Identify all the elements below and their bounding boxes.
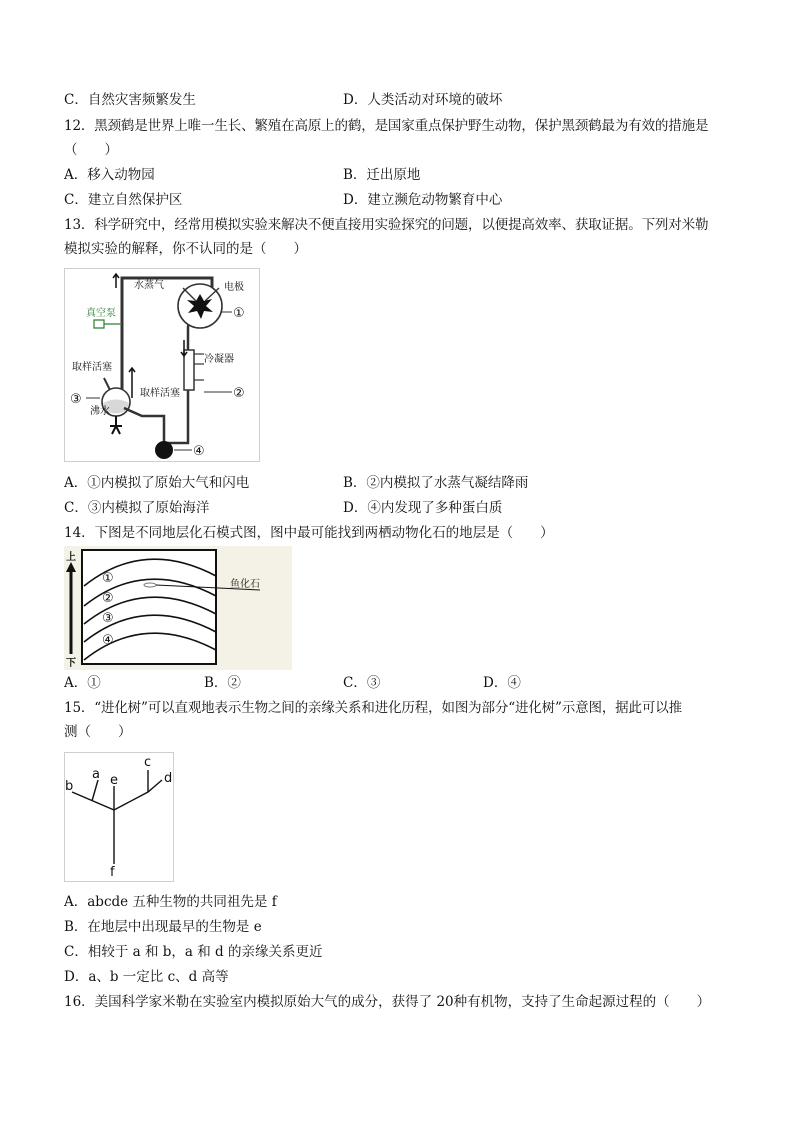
sampling-valve-bottom-label: 取样活塞	[140, 388, 180, 399]
layer-4-label: ④	[102, 633, 114, 648]
marker-4: ④	[193, 444, 205, 459]
q11-option-d: D．人类活动对环境的破坏	[343, 92, 503, 108]
flow-arrow-up	[113, 274, 119, 288]
condenser-label: 冷凝器	[204, 354, 234, 365]
flow-arrow-up-2	[129, 368, 135, 398]
q14-option-a: A．①	[64, 675, 101, 691]
tree-node-a: a	[92, 767, 100, 782]
q14-option-d: D．④	[483, 675, 521, 691]
q14-option-c: C．③	[343, 675, 381, 691]
condenser-jacket	[184, 350, 194, 390]
marker-2: ②	[233, 386, 245, 401]
q13-stem: 13．科学研究中，经常用模拟实验来解决不便直接用实验探究的问题，以便提高效率、获取证据。下列对米勒	[64, 217, 709, 233]
q12-option-a: A．移入动物园	[64, 167, 155, 183]
q15-stem: 15．“进化树”可以直观地表示生物之间的亲缘关系和进化历程，如图为部分“进化树”示意图，据此可以推	[64, 700, 682, 716]
tree-node-b: b	[65, 779, 74, 794]
q12-option-c: C．建立自然保护区	[64, 192, 183, 208]
q12-stem-paren: （ ）	[64, 142, 118, 158]
q15-stem-2: 测（ ）	[64, 724, 132, 740]
sampling-valve-left-label: 取样活塞	[72, 362, 112, 373]
layer-3-label: ③	[102, 611, 114, 626]
q13-stem-2: 模拟实验的解释，你不认同的是（ ）	[64, 241, 307, 257]
q11-option-c: C．自然灾害频繁发生	[64, 92, 196, 108]
rock-layers-figure	[64, 546, 292, 670]
tree-node-d: d	[164, 771, 173, 786]
fish-fossil-label: 鱼化石	[230, 579, 260, 590]
q14-option-b: B．②	[204, 675, 241, 691]
q15-option-c: C．相较于 a 和 b，a 和 d 的亲缘关系更近	[64, 944, 323, 960]
flow-arrow-down	[181, 340, 187, 356]
q13-option-c: C．③内模拟了原始海洋	[64, 500, 210, 516]
q12-option-d: D．建立濒危动物繁育中心	[343, 192, 503, 208]
bottom-label: 下	[66, 658, 76, 669]
marker-1: ①	[233, 306, 245, 321]
layer-2-label: ②	[102, 591, 114, 606]
tree-node-f: f	[110, 865, 115, 880]
tree-node-e: e	[110, 773, 118, 788]
q13-option-d: D．④内发现了多种蛋白质	[343, 500, 503, 516]
q15-option-a: A．abcde 五种生物的共同祖先是 f	[64, 894, 277, 910]
water-vapor-label: 水蒸气	[134, 280, 164, 291]
miller-apparatus-figure	[64, 268, 260, 462]
q12-option-b: B．迁出原地	[343, 167, 421, 183]
q15-option-b: B．在地层中出现最早的生物是 e	[64, 919, 262, 935]
q13-option-b: B．②内模拟了水蒸气凝结降雨	[343, 475, 529, 491]
vacuum-pump-label: 真空泵	[86, 308, 116, 319]
top-label: 上	[66, 552, 76, 563]
q13-option-a: A．①内模拟了原始大气和闪电	[64, 475, 250, 491]
q14-stem: 14．下图是不同地层化石模式图，图中最可能找到两栖动物化石的地层是（ ）	[64, 525, 554, 541]
layer-1-label: ①	[102, 571, 114, 586]
marker-3: ③	[70, 392, 82, 407]
tree-node-c: c	[144, 755, 152, 770]
electrode-label: 电极	[224, 282, 244, 293]
evolution-tree-figure	[64, 752, 174, 882]
q12-stem: 12．黑颈鹤是世界上唯一生长、繁殖在高原上的鹤，是国家重点保护野生动物，保护黑颈鹤最为有效的措施是	[64, 118, 709, 134]
q15-option-d: D．a、b 一定比 c、d 高等	[64, 969, 229, 985]
q16-stem: 16．美国科学家米勒在实验室内模拟原始大气的成分，获得了 20种有机物，支持了生命起源过程的（ ）	[64, 994, 711, 1010]
collection-flask	[155, 441, 173, 459]
boiling-water-label: 沸水	[90, 406, 110, 417]
